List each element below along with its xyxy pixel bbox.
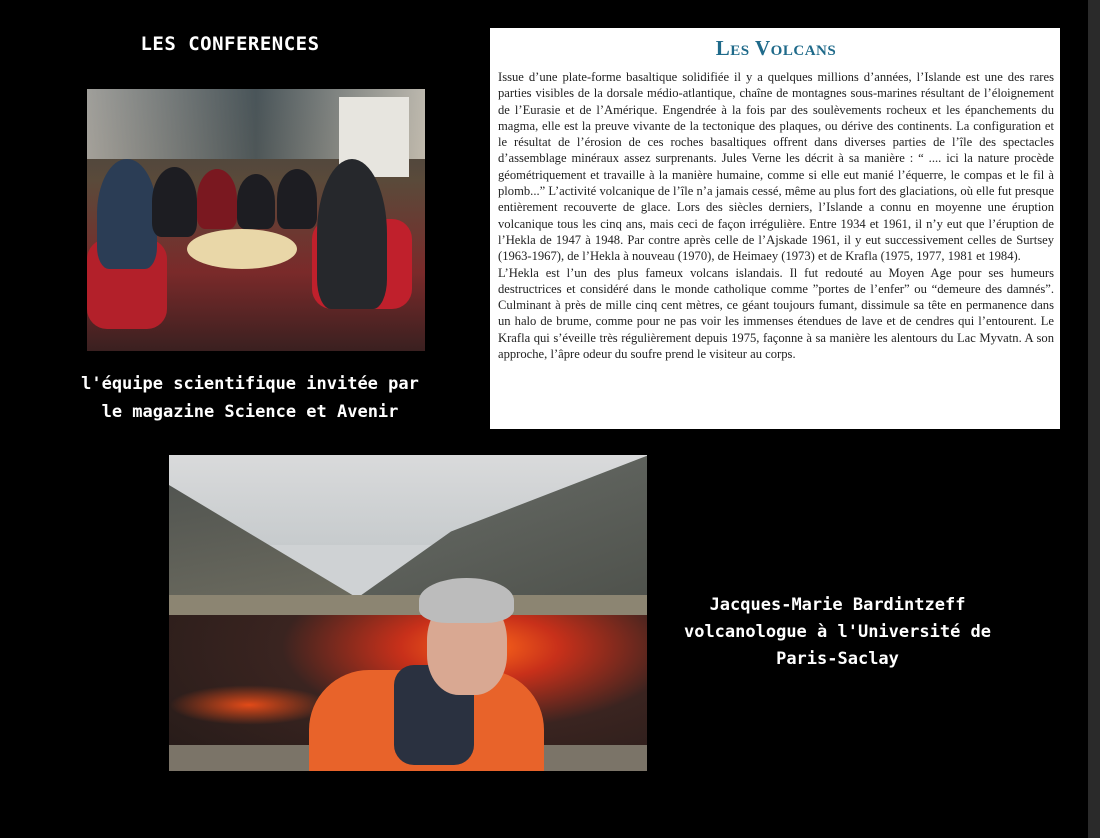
- photo-hair: [419, 578, 514, 623]
- volcanologist-photo: [169, 455, 647, 771]
- photo-lava-glow: [169, 685, 329, 725]
- volcanologist-caption: Jacques-Marie Bardintzeff volcanologue à l'Université de Paris-Saclay: [683, 595, 992, 669]
- conference-caption: l'équipe scientifique invitée par le magazine Science et Avenir: [81, 374, 419, 422]
- photo-table: [187, 229, 297, 269]
- photo-person: [277, 169, 317, 229]
- article-paragraph-1: Issue d’une plate-forme basaltique solidifiée il y a quelques millions d’années, l’Islande est une des rares parties visibles de la dorsale médio-atlantique, chaîne de montagnes sous-marines résultant de l’éloignement de l’Eurasie et de l’Amérique. Engendrée à la fois par des soulèvements rocheux et les épanchements du magma, elle est la preuve vivante de la tectonique des plaques, ou dérive des continents. La configuration et le résultat de l’érosion de ces roches basaltiques offrent dans diverses parties de l’île des spectacles d’assemblage minéraux assez surprenants. Jules Verne les décrit à sa manière : “ .... ici la nature procède géométriquement et travaille à la manière humaine, comme si elle eut manié l’équerre, le compas et le fil à plomb...” L’activité volcanique de l’île n’a jamais cessé, même au plus fort des glaciations, où elle fut presque entièrement recouverte de glace. Lors des siècles derniers, l’Islande a connu en moyenne une éruption volcanique tous les cinq ans, mais ceci de façon irrégulière. Entre 1934 et 1961, il n’y eut que l’éruption de l’Hekla de 1947 à 1948. Par contre après celle de l’Ajskade 1961, il y eut successivement celles de Surtsey (1963-1967), de l’Hekla à nouveau (1970), de Heimaey (1973) et de Krafla (1975, 1977, 1981 et 1984).: [498, 70, 1054, 264]
- article-title: Les Volcans: [715, 36, 837, 60]
- photo-person: [152, 167, 197, 237]
- conference-photo: [87, 89, 425, 351]
- photo-person: [237, 174, 275, 229]
- photo-person: [97, 159, 157, 269]
- photo-person: [317, 159, 387, 309]
- photo-person: [197, 169, 237, 229]
- article-paragraph-2: L’Hekla est l’un des plus fameux volcans islandais. Il fut redouté au Moyen Age pour ses humeurs destructrices et considéré dans le monde catholique comme ”portes de l’enfer” ou “demeure des damnés”. Culminant à près de mille cinq cent mètres, ce géant toujours fumant, dissimule sa tête en permanence dans un halo de brume, comme pour ne pas voir les immenses étendues de lave et de cendres qui l’entourent. Le Krafla qui s’éveille très régulièrement depuis 1975, façonne à sa manière les alentours du Lac Myvatn. A son approche, l’âpre odeur du soufre prend le visiteur au corps.: [498, 265, 1054, 362]
- page-edge: [1088, 0, 1100, 838]
- article-volcans: [490, 28, 1060, 429]
- page-heading: LES CONFERENCES: [140, 33, 320, 55]
